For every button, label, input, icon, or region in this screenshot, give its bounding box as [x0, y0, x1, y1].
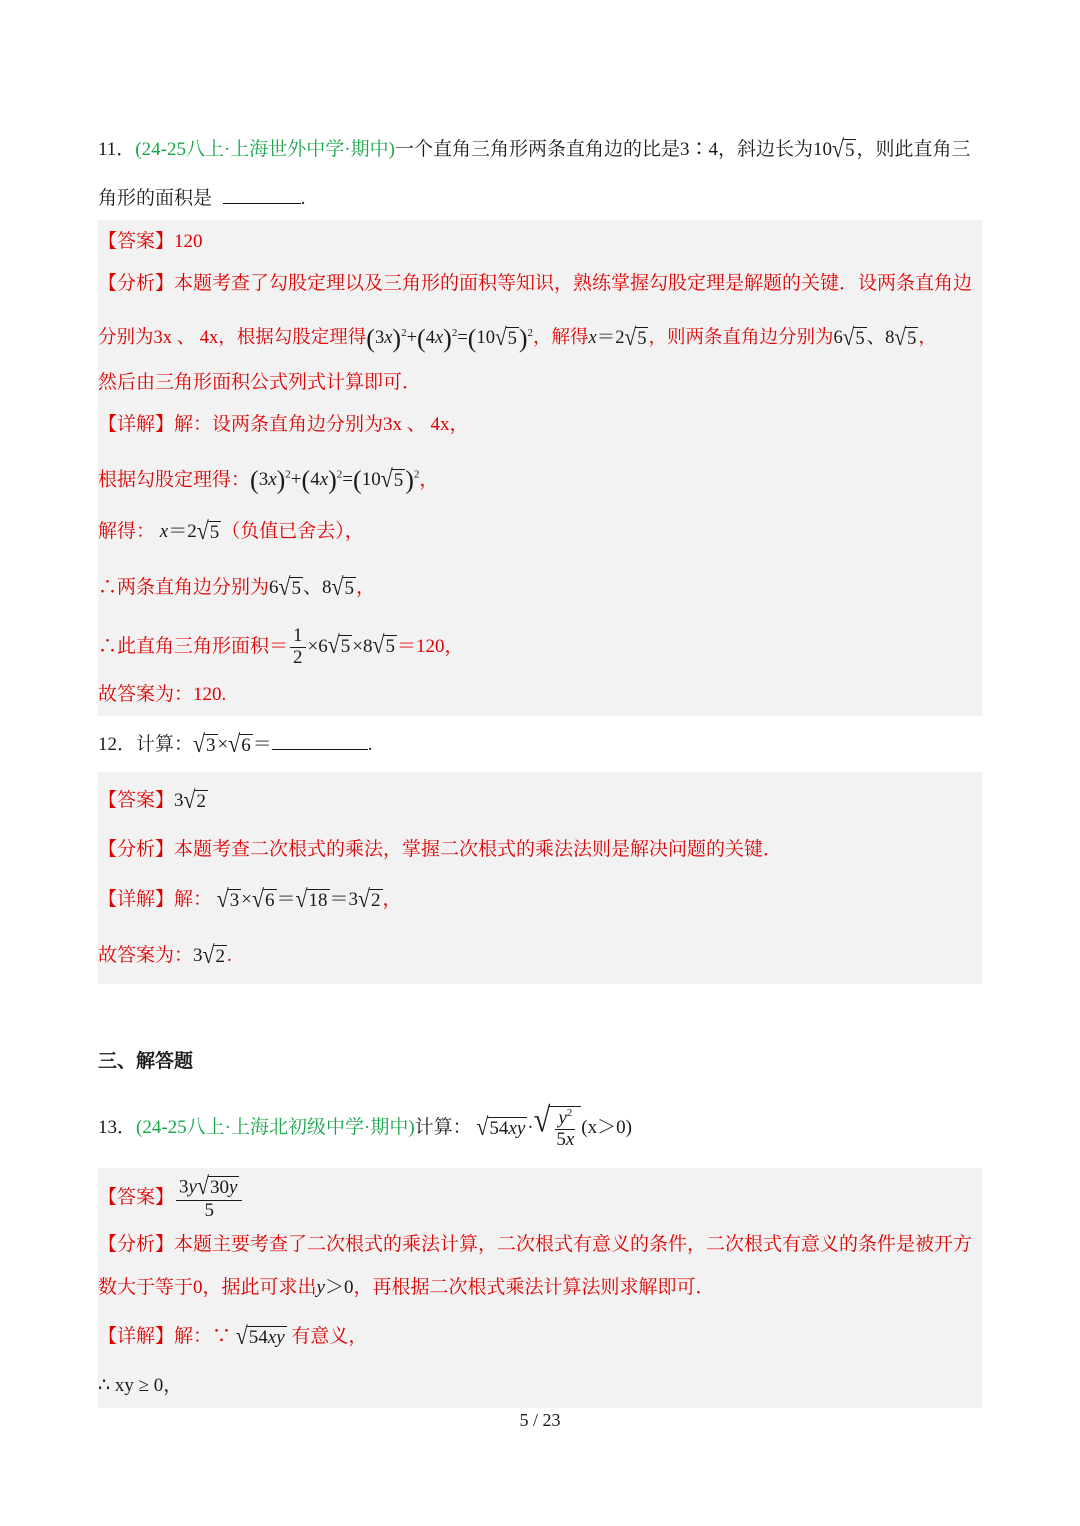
answer-tag: 【答案】: [98, 231, 175, 252]
q12-analysis-text: 本题考查二次根式的乘法，掌握二次根式的乘法法则是解决问题的关键．: [174, 839, 783, 860]
q13-answer-value: 3y √ 30y 5: [174, 1187, 244, 1208]
q13-analysis-text1: 本题主要考查了二次根式的乘法计算，二次根式有意义的条件，二次根式有意义的条件是被开方: [174, 1234, 973, 1255]
q11-detail-l6: [98, 680, 982, 710]
q12-answer-blank: [272, 731, 368, 750]
q13-expr: √ 54xy · √ $\frac{y^2}{5x}$: [472, 1117, 582, 1138]
q11-number: 11．: [98, 139, 136, 160]
q13-detail-sqrt: √ 54xy: [235, 1321, 285, 1350]
q12-expr: √ 3 × √ 6 ＝: [193, 729, 272, 758]
q11-final-answer: 故答案为：120.: [98, 684, 227, 705]
q12-detail-text: 解：: [174, 889, 213, 910]
q12-final: 故答案为：3 √ 2 .: [98, 940, 232, 969]
q11-detail-l1: [98, 410, 982, 440]
q11-source: (24-25八上·上海世外中学·期中): [135, 139, 395, 160]
q11-hyp-coef: 10: [812, 139, 832, 160]
analysis-tag: 【分析】: [98, 1234, 175, 1255]
q13-analysis-text2: 数大于等于0，据此可求出: [98, 1277, 317, 1298]
q11-detail-l5: [98, 626, 982, 669]
q13-analysis-l1: [98, 1230, 982, 1260]
q11-detail-text1: 解：设两条直角边分别为3x 、 4x，: [174, 414, 469, 435]
q13-answer: [98, 1171, 982, 1222]
q13-detail-l2: [98, 1371, 982, 1401]
q11-stem-text2: ，则此直角三: [856, 139, 971, 160]
q11-stem-text: 一个直角三角形两条直角边的比是3∶4，斜边长为: [394, 139, 813, 160]
detail-tag: 【详解】: [98, 414, 175, 435]
q11-answer-value: 120: [174, 231, 203, 252]
q11-detail-l3: [98, 517, 982, 547]
q11-detail-eq: $(3x)^2+(4x)^2=(10$ √ 5 )$^2$: [250, 464, 420, 495]
q13-source: (24-25八上·上海北初级中学·期中): [136, 1116, 415, 1138]
q12-detail: 【详解】解： √ 3 × √ 6 ＝ √ 18 ＝3 √ 2 ，: [98, 884, 402, 913]
q12-number: 12．: [98, 734, 137, 755]
q11-analysis-text4: ，则两条直角边分别为: [648, 328, 834, 349]
q11-pythag-eq: $(3x)^2+(4x)^2=(10$ √ 5 )$^2$: [366, 323, 534, 353]
q11-analysis-text5: 然后由三角形面积公式列式计算即可．: [98, 372, 422, 393]
q11-detail-note: （负值已舍去），: [221, 521, 364, 542]
q13-detail-l1: [98, 1322, 982, 1352]
analysis-tag: 【分析】: [98, 273, 175, 294]
q12-stem-text: 计算：: [136, 734, 194, 755]
q11-legs: 6 √ 5 、8 √ 5: [833, 323, 917, 351]
q12-analysis: [98, 835, 982, 865]
page-number: 5 / 23: [519, 1410, 561, 1430]
q13-analysis-text3: ，再根据二次根式乘法计算法则求解即可．: [353, 1277, 715, 1298]
q11-detail-l4: ∴两条直角边分别为6 √ 5 、8 √ 5 ，: [98, 572, 376, 601]
q13-condition: (x＞0): [581, 1116, 632, 1138]
q11-detail-x: x＝2 √ 5: [159, 516, 220, 545]
q12-answer-value: 3 √ 2: [174, 785, 207, 814]
q11-detail-text2: 根据勾股定理得：: [98, 469, 251, 491]
q11-detail-text5: ∴此直角三角形面积＝: [98, 635, 289, 657]
answer-tag: 【答案】: [98, 790, 175, 811]
q11-area-expr: $\frac{1}{2}$ ×6 √ 5 ×8 √ 5: [288, 636, 397, 657]
q13-detail-text1: 解：∵: [174, 1326, 232, 1347]
q11-analysis-text3: ，解得: [533, 328, 589, 349]
q12-answer: [98, 786, 982, 816]
q13-stem-text: 计算：: [414, 1116, 472, 1138]
section-title: [98, 1047, 982, 1077]
section-title-text: 三、解答题: [98, 1051, 194, 1072]
q11-stem-line2: [98, 184, 982, 214]
q13-stem: [98, 1100, 982, 1151]
q11-detail-legs: 6 √ 5 、8 √ 5: [269, 572, 355, 601]
q11-detail-text4: ∴两条直角边分别为: [98, 577, 270, 598]
q12-detail-expr: √ 3 × √ 6 ＝ √ 18 ＝3 √ 2: [216, 884, 381, 913]
q11-analysis-l1: [98, 269, 982, 299]
q11-analysis-text: 本题考查了勾股定理以及三角形的面积等知识，熟练掌握勾股定理是解题的关键．设两条直角边: [174, 273, 973, 294]
q11-stem-end: .: [300, 188, 306, 209]
q11-analysis-text2: 分别为3x 、 4x，根据勾股定理得: [98, 328, 367, 349]
q11-answer-blank: [223, 185, 301, 204]
q11-stem-line1: [98, 135, 982, 165]
q11-area-result: ＝120，: [396, 635, 464, 657]
q11-stem-text3: 角形的面积是: [98, 188, 213, 209]
q11-detail-l2: 根据勾股定理得：$(3x)^2+(4x)^2=(10$ √ 5 )$^2$，: [98, 464, 439, 495]
q13-analysis-l2: [98, 1273, 982, 1303]
q13-detail-text3: ∴ xy ≥ 0，: [98, 1375, 183, 1396]
q11-hyp-sqrt: √ 5: [831, 134, 855, 163]
detail-tag: 【详解】: [98, 889, 175, 910]
q13-detail-text2: 有意义，: [291, 1326, 368, 1347]
detail-tag: 【详解】: [98, 1326, 175, 1347]
q11-detail-text3: 解得：: [98, 521, 156, 542]
q11-analysis-l2: 分别为3x 、 4x，根据勾股定理得$(3x)^2+(4x)^2=(10$ √ 5 )$^2$，解得x＝2 √ 5 ，则两条直角边分别为6 √ 5 、8 √ 5 ，: [98, 323, 937, 353]
answer-tag: 【答案】: [98, 1187, 175, 1209]
q12-final-text: 故答案为：: [98, 945, 194, 966]
q12-final-value: 3 √ 2: [193, 940, 226, 969]
q13-number: 13．: [98, 1116, 137, 1138]
q11-x-eq: x＝2 √ 5: [588, 323, 647, 351]
q13-y-cond: y＞0: [316, 1277, 354, 1298]
q11-answer: [98, 227, 982, 257]
analysis-tag: 【分析】: [98, 839, 175, 860]
q12-stem: 12．计算： √ 3 × √ 6 ＝ .: [98, 729, 373, 758]
q11-analysis-l3: [98, 368, 982, 398]
